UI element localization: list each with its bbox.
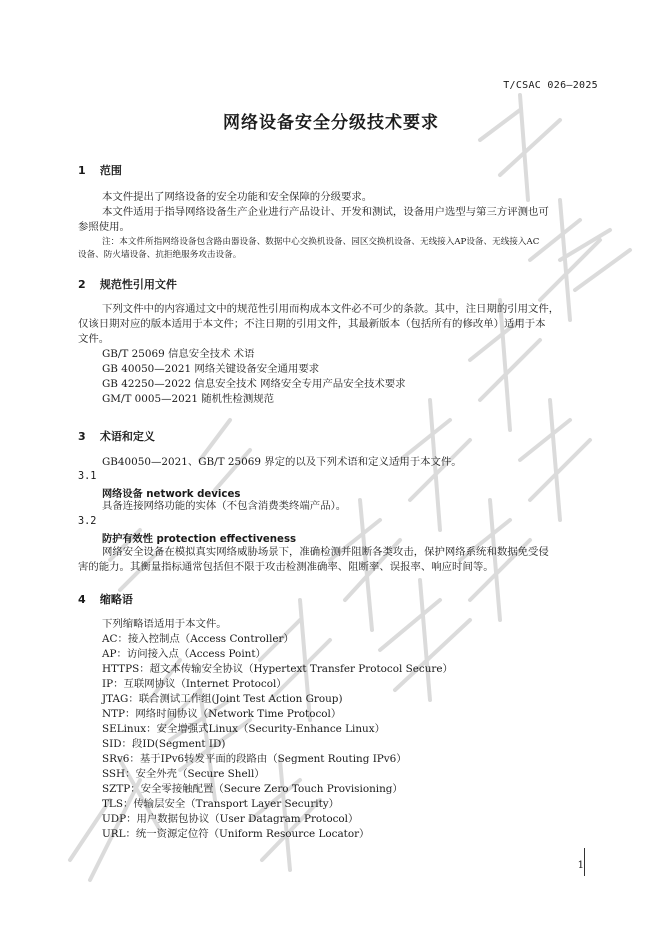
section-title: 术语和定义	[99, 430, 155, 443]
section-2-heading	[78, 276, 177, 292]
note: 设备、防火墙设备、抗拒绝服务攻击设备。	[78, 250, 242, 260]
term-definition: 害的能力。其衡量指标通常包括但不限于攻击检测准确率、阻断率、误报率、响应时间等。	[78, 561, 494, 573]
abbreviation-item: UDP：用户数据包协议（User Datagram Protocol）	[102, 813, 359, 825]
abbreviation-item: HTTPS：超文本传输安全协议（Hypertext Transfer Protocol Secure）	[102, 663, 453, 675]
paragraph: 文件。	[78, 333, 110, 345]
footer-rule	[584, 848, 585, 876]
note: 注：本文件所指网络设备包含路由器设备、数据中心交换机设备、园区交换机设备、无线接入AP设备、无线接入AC	[102, 237, 540, 247]
paragraph: 仅该日期对应的版本适用于本文件；不注日期的引用文件，其最新版本（包括所有的修改单）适用于本	[78, 318, 546, 330]
abbreviation-item: SID：段ID(Segment ID)	[102, 738, 226, 750]
section-title: 缩略语	[99, 593, 133, 606]
section-3-heading	[78, 428, 155, 444]
paragraph: 参照使用。	[78, 221, 130, 233]
term-number: 3.2	[78, 516, 97, 527]
abbreviation-item: SSH：安全外壳（Secure Shell）	[102, 768, 265, 780]
abbreviation-item: SZTP：安全零接触配置（Secure Zero Touch Provisioning）	[102, 783, 403, 795]
reference-item: GB 42250—2022 信息安全技术 网络安全专用产品安全技术要求	[102, 378, 406, 390]
paragraph: 下列文件中的内容通过文中的规范性引用而构成本文件必不可少的条款。其中，注日期的引用文件，	[102, 303, 560, 315]
abbreviation-item: SRv6：基于IPv6转发平面的段路由（Segment Routing IPv6）	[102, 753, 407, 765]
section-4-heading	[78, 591, 133, 607]
section-number: 1	[78, 164, 86, 177]
section-number: 2	[78, 278, 86, 291]
reference-item: GM/T 0005—2021 随机性检测规范	[102, 393, 274, 405]
paragraph: GB40050—2021、GB/T 25069 界定的以及下列术语和定义适用于本文件。	[102, 456, 462, 468]
abbreviation-item: AP：访问接入点（Access Point）	[102, 648, 266, 660]
term-title: 防护有效性 protection effectiveness	[102, 534, 297, 545]
reference-item: GB 40050—2021 网络关键设备安全通用要求	[102, 363, 320, 375]
abbreviation-item: AC：接入控制点（Access Controller）	[102, 633, 294, 645]
paragraph: 本文件适用于指导网络设备生产企业进行产品设计、开发和测试，设备用户选型与第三方评测也可	[102, 206, 549, 218]
term-definition: 具备连接网络功能的实体（不包含消费类终端产品）。	[102, 500, 347, 512]
abbreviation-item: TLS：传输层安全（Transport Layer Security）	[102, 798, 340, 810]
term-title: 网络设备 network devices	[102, 489, 241, 500]
paragraph: 本文件提出了网络设备的安全功能和安全保障的分级要求。	[102, 191, 373, 203]
section-title: 规范性引用文件	[99, 278, 177, 291]
document-id: T/CSAC 026—2025	[503, 80, 598, 91]
document-title: 网络设备安全分级技术要求	[223, 113, 439, 133]
page-number: 1	[577, 860, 584, 871]
section-number: 3	[78, 430, 86, 443]
term-number: 3.1	[78, 471, 97, 482]
paragraph: 下列缩略语适用于本文件。	[102, 618, 227, 630]
section-number: 4	[78, 593, 86, 606]
reference-item: GB/T 25069 信息安全技术 术语	[102, 348, 255, 360]
abbreviation-item: URL：统一资源定位符（Uniform Resource Locator）	[102, 828, 370, 840]
section-1-heading	[78, 162, 122, 178]
abbreviation-item: SELinux：安全增强式Linux（Security-Enhance Linux）	[102, 723, 385, 735]
abbreviation-item: IP：互联网协议（Internet Protocol）	[102, 678, 287, 690]
section-title: 范围	[99, 164, 122, 177]
term-definition: 网络安全设备在模拟真实网络威胁场景下，准确检测并阻断各类攻击，保护网络系统和数据免受侵	[102, 546, 549, 558]
abbreviation-item: JTAG：联合测试工作组(Joint Test Action Group)	[102, 693, 343, 705]
abbreviation-item: NTP：网络时间协议（Network Time Protocol）	[102, 708, 342, 720]
